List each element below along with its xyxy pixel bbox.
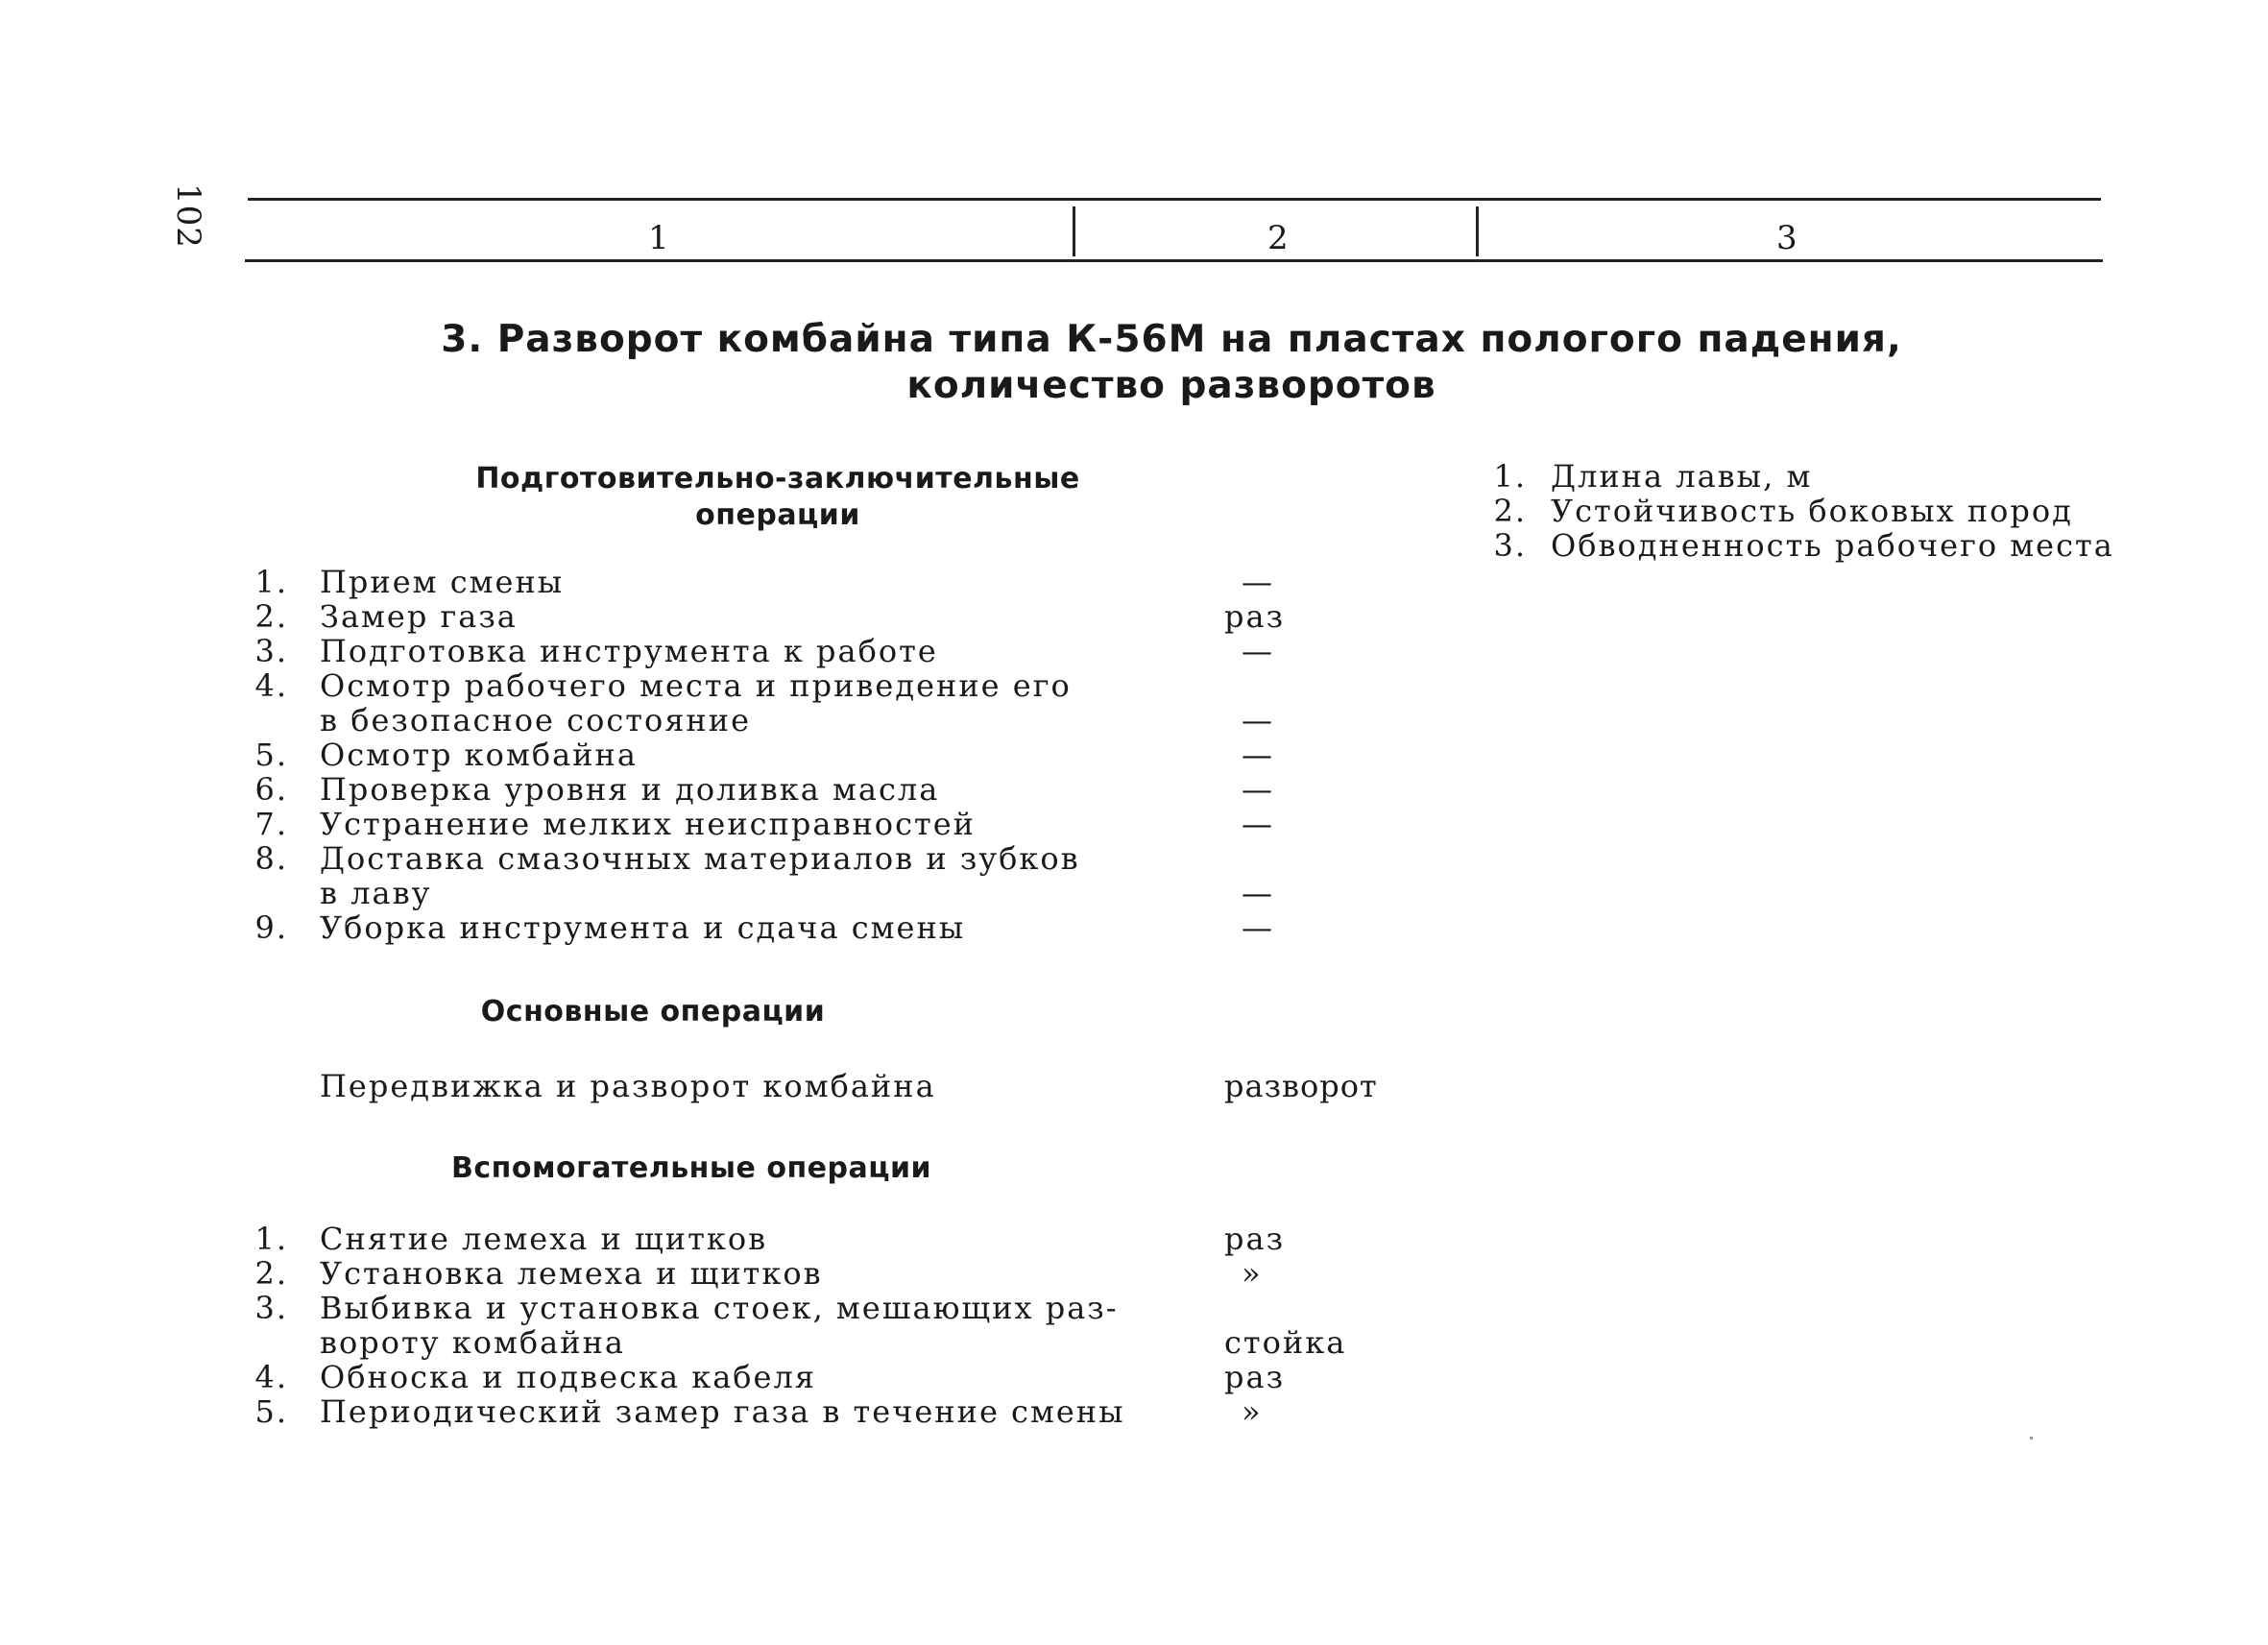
item-number: 2. [254, 1255, 288, 1292]
column-divider-2 [1476, 206, 1479, 256]
prep-heading-line-1: Подготовительно-заключительные [475, 462, 1080, 496]
list-item [245, 772, 1318, 807]
factor-item [1484, 494, 2223, 528]
section-title-line-2: количество разворотов [906, 364, 1436, 407]
item-unit: раз [1224, 1221, 1286, 1257]
item-number: 3. [254, 633, 288, 669]
item-text: Установка лемеха и щитков [320, 1255, 823, 1292]
table-header-bottom-rule [245, 259, 2103, 262]
section-title-line-1: 3. Разворот комбайна типа К-56М на пластах пологого падения, [441, 318, 1902, 361]
item-unit: » [1242, 1255, 1263, 1292]
item-unit: — [1242, 702, 1274, 738]
item-text-line-1: Доставка смазочных материалов и зубков [320, 840, 1080, 877]
page-number: 102 [168, 183, 207, 249]
item-number: 4. [254, 1359, 288, 1395]
prep-heading-line-2: операции [695, 498, 860, 532]
item-text-line-2: в безопасное состояние [320, 702, 751, 738]
item-unit: — [1242, 737, 1274, 773]
table-top-rule [248, 198, 2101, 201]
item-number: 5. [254, 1393, 288, 1430]
list-item [245, 1394, 1318, 1429]
column-divider-1 [1073, 206, 1075, 256]
item-text: Прием смены [320, 564, 565, 600]
item-text [320, 668, 1318, 738]
list-item [245, 807, 1318, 841]
item-text-line-1: Выбивка и установка стоек, мешающих раз- [320, 1290, 1119, 1326]
item-number: 5. [254, 737, 288, 773]
factors-list [1484, 459, 2223, 563]
list-item [245, 565, 1318, 599]
item-number: 2. [254, 598, 288, 635]
list-item [245, 1360, 1318, 1394]
item-text: Периодический замер газа в течение смены [320, 1393, 1125, 1430]
prep-operations-list [245, 565, 1318, 945]
item-unit: — [1242, 875, 1274, 911]
factor-item [1484, 528, 2223, 563]
item-number: 6. [254, 771, 288, 808]
scan-speck [2030, 1437, 2033, 1439]
item-unit: — [1242, 909, 1274, 946]
column-number-3: 3 [1776, 219, 1798, 257]
item-number: 3. [254, 1290, 288, 1326]
item-text-line-2: в лаву [320, 875, 432, 911]
factor-item [1484, 459, 2223, 494]
item-text [320, 1291, 1318, 1360]
item-number: 1. [254, 564, 288, 600]
list-item [245, 668, 1318, 738]
item-text: Осмотр комбайна [320, 737, 638, 773]
list-item [245, 738, 1318, 772]
item-number: 4. [254, 667, 288, 704]
main-section-heading: Основные операции [480, 995, 826, 1028]
item-unit: » [1242, 1393, 1263, 1430]
item-number: 7. [254, 806, 288, 842]
column-number-2: 2 [1267, 219, 1289, 257]
item-unit: стойка [1224, 1324, 1347, 1361]
item-text: Снятие лемеха и щитков [320, 1221, 768, 1257]
item-text: Проверка уровня и доливка масла [320, 771, 940, 808]
item-unit: — [1242, 633, 1274, 669]
factor-number: 3. [1493, 527, 1527, 564]
factor-number: 2. [1493, 493, 1527, 529]
prep-section-heading [346, 461, 1210, 534]
section-title [250, 317, 2093, 409]
factor-text: Обводненность рабочего места [1551, 527, 2114, 564]
item-text: Обноска и подвеска кабеля [320, 1359, 816, 1395]
list-item [245, 599, 1318, 634]
item-text: Подготовка инструмента к работе [320, 633, 938, 669]
list-item [245, 841, 1318, 910]
item-unit: — [1242, 564, 1274, 600]
aux-operations-list [245, 1221, 1347, 1430]
item-number: 1. [254, 1221, 288, 1257]
item-text: Замер газа [320, 598, 518, 635]
item-number: 8. [254, 840, 288, 877]
item-text-line-1: Осмотр рабочего места и приведение его [320, 667, 1072, 704]
item-text-line-2: вороту комбайна [320, 1324, 625, 1361]
item-text: Устранение мелких неисправностей [320, 806, 976, 842]
item-unit: раз [1224, 598, 1286, 635]
column-number-1: 1 [648, 219, 669, 257]
list-item [245, 910, 1318, 945]
factor-text: Устойчивость боковых пород [1551, 493, 2073, 529]
main-operation-unit: разворот [1224, 1068, 1378, 1104]
factor-text: Длина лавы, м [1551, 458, 1813, 495]
item-unit: раз [1224, 1359, 1286, 1395]
main-operation-text: Передвижка и разворот комбайна [320, 1068, 936, 1104]
item-text [320, 841, 1318, 910]
factor-number: 1. [1493, 458, 1527, 495]
list-item [245, 1256, 1318, 1291]
item-text: Уборка инструмента и сдача смены [320, 909, 966, 946]
aux-section-heading: Вспомогательные операции [450, 1151, 932, 1185]
item-number: 9. [254, 909, 288, 946]
item-unit: — [1242, 771, 1274, 808]
item-unit: — [1242, 806, 1274, 842]
list-item [245, 634, 1318, 668]
list-item [245, 1290, 1347, 1361]
list-item [245, 1222, 1318, 1256]
